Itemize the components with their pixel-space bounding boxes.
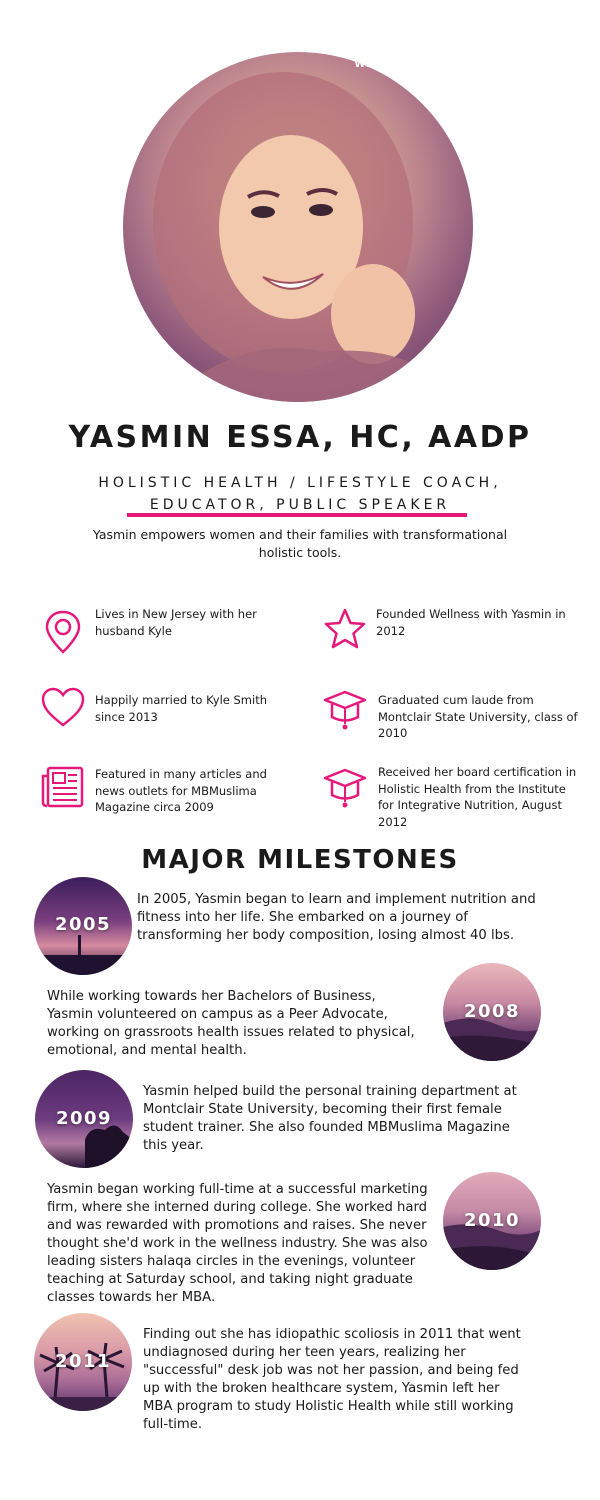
fact-married: Happily married to Kyle Smith since 2013 [95,693,268,724]
profile-intro: Yasmin empowers women and their families with transformational holistic tools. [92,527,508,560]
subtitle-line-1: HOLISTIC HEALTH / LIFESTYLE COACH, [98,475,502,491]
milestone-text-2005: In 2005, Yasmin began to learn and implement nutrition and fitness into her life. She embarked on a journey of transforming her body composition, losing almost 40 lbs. [137,892,536,943]
fact-certification: Received her board certification in Holistic Health from the Institute for Integrative Nutrition, August 2012 [378,765,577,829]
milestone-year: 2010 [463,1210,521,1231]
milestone-year: 2005 [54,914,112,935]
heart-icon [40,685,86,731]
profile-subtitle [0,472,600,516]
fact-location: Lives in New Jersey with her husband Kyle [95,607,257,638]
milestone-text-2009: Yasmin helped build the personal training department at Montclair State University, becoming their first female student trainer. She also founded MBMuslima Magazine this year. [143,1084,517,1153]
milestone-image-2010 [443,1172,541,1270]
milestone-image-2008 [443,963,541,1061]
milestone-text-2011: Finding out she has idiopathic scoliosis in 2011 that went undiagnosed during her teen years, realizing her "successful" desk job was not her passion, and being fed up with the broken healthcare system, Yasmin left her MBA program to study Holistic Health while still working full-time. [143,1327,521,1432]
profile-name: YASMIN ESSA, HC, AADP [68,420,532,455]
fact-graduated: Graduated cum laude from Montclair State University, class of 2010 [378,693,578,740]
portrait-photo-illustration [123,52,473,402]
milestone-year: 2008 [463,1001,521,1022]
fact-featured: Featured in many articles and news outlets for MBMuslima Magazine circa 2009 [95,767,267,814]
star-icon [322,606,368,652]
milestone-image-2011 [34,1313,132,1411]
milestone-image-2005 [34,877,132,975]
graduation-cap-icon [322,766,368,812]
fact-founded: Founded Wellness with Yasmin in 2012 [376,607,566,638]
graduation-cap-icon [322,688,368,734]
subtitle-underline [127,513,467,517]
milestones-title: MAJOR MILESTONES [141,845,459,875]
milestone-text-2010: Yasmin began working full-time at a successful marketing firm, where she interned during college. She worked hard and was rewarded with promotions and raises. She never thought she'd work in the wellness industry. She was also leading sisters halaqa circles in the evenings, volunteer teaching at Saturday school, and taking night graduate classes towards her MBA. [47,1182,428,1305]
milestone-year: 2009 [55,1108,113,1129]
milestone-year: 2011 [54,1351,112,1372]
portrait-corner-text: WELL [354,59,387,70]
profile-portrait [123,52,473,402]
milestone-text-2008: While working towards her Bachelors of Business, Yasmin volunteered on campus as a Peer Advocate, working on grassroots health issues related to physical, emotional, and mental health. [47,989,415,1058]
subtitle-line-2: EDUCATOR, PUBLIC SPEAKER [149,497,451,513]
newspaper-icon [40,764,86,810]
location-pin-icon [40,608,86,654]
milestone-image-2009 [35,1070,133,1168]
